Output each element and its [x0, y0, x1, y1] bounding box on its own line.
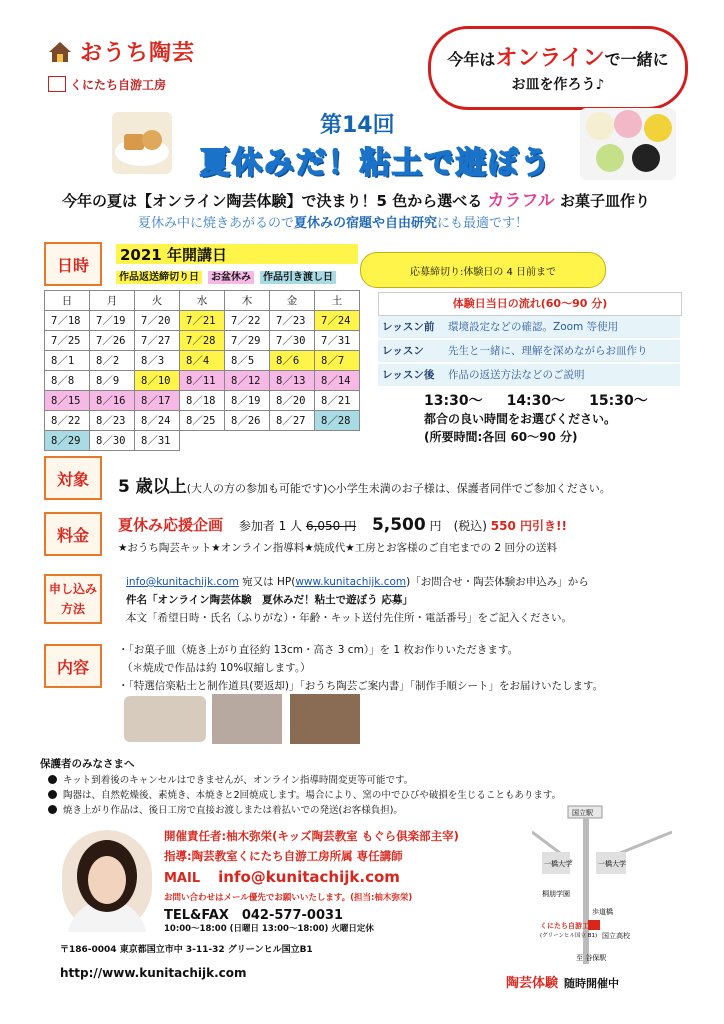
map-label-school: 桐朋学園 — [542, 890, 570, 898]
calendar-cell: 8／18 — [180, 391, 225, 411]
weekday-header: 月 — [90, 291, 135, 311]
plate-photo — [124, 696, 206, 742]
fee-includes: ★おうち陶芸キット★オンライン指導料★焼成代★工房とお客様のご自宅までの 2 回分の送料 — [118, 542, 557, 554]
apply-tag: 申し込み 方法 — [44, 574, 102, 624]
calendar-cell: 7／21 — [180, 311, 225, 331]
telephone: TEL&FAX 042-577-0031 — [164, 908, 344, 923]
fee-tag: 料金 — [44, 512, 102, 556]
business-hours: 10:00～18:00 (日曜日 13:00～18:00) 火曜日定休 — [164, 924, 374, 934]
logo-subtitle: くにたち自游工房 — [48, 76, 166, 93]
map-label-univ2: 一橋大学 — [598, 860, 626, 868]
guardians-item: 陶器は、自然乾燥後、素焼き、本焼きと2回焼成します。場合により、窯の中でひびや破損を生じることもあります。 — [48, 787, 561, 801]
calendar-cell: 8／14 — [315, 371, 360, 391]
calendar-cell: 7／25 — [45, 331, 90, 351]
edition-label: 第14回 — [320, 113, 395, 138]
calendar-header-row — [45, 291, 360, 311]
calendar-cell: 7／27 — [135, 331, 180, 351]
bullet-icon — [48, 805, 57, 814]
schedule-tag: 日時 — [44, 242, 102, 286]
calendar-cell: 8／27 — [270, 411, 315, 431]
calendar-cell: 8／29 — [45, 431, 90, 451]
application-deadline-badge: 応募締切り:体験日の 4 日前まで — [360, 252, 606, 288]
sweets-photo — [112, 112, 172, 174]
calendar-cell: 8／19 — [225, 391, 270, 411]
calendar-cell: 8／21 — [315, 391, 360, 411]
calendar-row — [45, 331, 360, 351]
calendar-cell: 8／5 — [225, 351, 270, 371]
legend-return-deadline: 作品返送締切り日 — [116, 271, 202, 284]
calendar-cell: 7／18 — [45, 311, 90, 331]
guardians-item: キット到着後のキャンセルはできませんが、オンライン指導時間変更等可能です。 — [48, 772, 413, 786]
calendar-cell: 7／31 — [315, 331, 360, 351]
calendar-row — [45, 431, 360, 451]
email-link[interactable]: info@kunitachijk.com — [126, 576, 239, 588]
mail-note: お問い合わせはメール優先でお願いいたします。(担当:柚木弥栄) — [164, 893, 413, 903]
calendar-row — [45, 311, 360, 331]
organizer-line1: 開催責任者:柚木弥栄(キッズ陶芸教室 もぐら倶楽部主宰) — [164, 829, 459, 843]
colorful-plates-photo — [580, 108, 676, 180]
calendar-cell: 8／11 — [180, 371, 225, 391]
studio-logo-icon — [48, 76, 66, 92]
page-title: 夏休みだ！粘土で遊ぼう — [200, 146, 552, 181]
organizer-email-link[interactable]: info@kunitachijk.com — [218, 868, 400, 886]
calendar-cell: 7／23 — [270, 311, 315, 331]
calendar-cell: 8／7 — [315, 351, 360, 371]
calendar-cell: 7／26 — [90, 331, 135, 351]
content-line1: ・「お菓子皿（焼き上がり直径約 13cm・高さ 3 cm）」を 1 枚お作りいただきます。 — [118, 644, 519, 656]
year-heading: 2021 年開講日 — [116, 244, 358, 264]
calendar-cell: 8／8 — [45, 371, 90, 391]
calendar-cell: 8／4 — [180, 351, 225, 371]
access-map — [532, 804, 672, 964]
weekday-header: 金 — [270, 291, 315, 311]
map-label-studio: くにたち自游工房 — [540, 922, 596, 930]
calendar-cell: 7／28 — [180, 331, 225, 351]
calendar-cell: 8／25 — [180, 411, 225, 431]
guardians-item: 焼き上がり作品は、後日工房で直接お渡しまたは着払いでの発送(お客様負担)。 — [48, 802, 403, 816]
calendar-cell: 8／15 — [45, 391, 90, 411]
time-note: 都合の良い時間をお選びください。 — [424, 412, 617, 426]
flow-step: レッスン前 環境設定などの確認。Zoom 等使用 — [378, 316, 680, 338]
website-url[interactable]: http://www.kunitachijk.com — [60, 966, 247, 980]
homepage-link[interactable]: www.kunitachijk.com — [295, 576, 407, 588]
weekday-header: 火 — [135, 291, 180, 311]
target-tag: 対象 — [44, 456, 102, 500]
calendar-cell: 8／2 — [90, 351, 135, 371]
target-text: 5 歳以上(大人の方の参加も可能です)◇小学生未満のお子様は、保護者同伴でご参加ください。 — [118, 477, 611, 497]
legend-handover: 作品引き渡し日 — [260, 271, 336, 284]
calendar-cell: 8／31 — [135, 431, 180, 451]
map-label-station: 国立駅 — [572, 809, 593, 817]
flow-step: レッスン 先生と一緒に、理解を深めながらお皿作り — [378, 340, 680, 362]
calendar-cell: 8／1 — [45, 351, 90, 371]
calendar-row — [45, 391, 360, 411]
calendar-cell: 8／12 — [225, 371, 270, 391]
apply-line1: info@kunitachijk.com 宛又は HP(www.kunitachijk.com)「お問合せ・陶芸体験お申込み」から — [126, 576, 589, 588]
weekday-header: 水 — [180, 291, 225, 311]
weekday-header: 土 — [315, 291, 360, 311]
bullet-icon — [48, 790, 57, 799]
organizer-line2: 指導:陶芸教室くにたち自游工房所属 専任講師 — [164, 849, 403, 863]
calendar-cell: 7／20 — [135, 311, 180, 331]
lead-text: 今年の夏は【オンライン陶芸体験】で決まり！5 色から選べる カラフル お菓子皿作り — [62, 191, 650, 211]
calendar-cell: 8／30 — [90, 431, 135, 451]
calendar-cell: 8／6 — [270, 351, 315, 371]
calendar-cell: 8／24 — [135, 411, 180, 431]
organizer-mail: MAIL info@kunitachijk.com — [164, 868, 400, 886]
pottery-experience-label: 陶芸体験 随時開催中 — [506, 976, 620, 991]
calendar-table — [44, 290, 360, 451]
calendar-cell: 7／29 — [225, 331, 270, 351]
weekday-header: 木 — [225, 291, 270, 311]
map-label-crossing: 歩道橋 — [592, 908, 613, 916]
session-times: 13:30～ 14:30～ 15:30～ — [424, 393, 648, 409]
calendar-cell: 7／22 — [225, 311, 270, 331]
bullet-icon — [48, 775, 57, 784]
lead-subtext: 夏休み中に焼きあがるので夏休みの宿題や自由研究にも最適です！ — [138, 216, 529, 231]
content-line3: ・「特選信楽粘土と制作道具(要返却)」「おうち陶芸ご案内書」「制作手順シート」をお届けいたします。 — [118, 680, 604, 692]
calendar-cell: 8／26 — [225, 411, 270, 431]
legend-obon: お盆休み — [208, 271, 254, 284]
child-pottery-photo — [212, 694, 282, 744]
calendar-cell: 8／23 — [90, 411, 135, 431]
calendar-cell: 8／9 — [90, 371, 135, 391]
apply-line3: 本文「希望日時・氏名（ふりがな）・年齢・キット送付先住所・電話番号」をご記入ください。 — [126, 612, 573, 624]
calendar-cell: 8／22 — [45, 411, 90, 431]
flow-step: レッスン後 作品の返送方法などのご説明 — [378, 364, 680, 386]
calendar-row — [45, 411, 360, 431]
flow-title: 体験日当日の流れ(60～90 分) — [378, 292, 682, 316]
calendar-cell: 8／10 — [135, 371, 180, 391]
content-tag: 内容 — [44, 644, 102, 688]
map-label-yaho: 至 谷保駅 — [576, 954, 607, 962]
calendar-cell: 8／3 — [135, 351, 180, 371]
calendar-cell: 7／24 — [315, 311, 360, 331]
guardians-title: 保護者のみなさまへ — [40, 758, 135, 770]
map-label-univ1: 一橋大学 — [544, 860, 572, 868]
content-line2: （＊焼成で作品は約 10%収縮します。） — [122, 662, 311, 674]
weekday-header: 日 — [45, 291, 90, 311]
online-speech-bubble: 今年はオンラインで一緒に お皿を作ろう♪ — [428, 26, 688, 110]
kit-photo — [290, 694, 360, 744]
calendar-row — [45, 371, 360, 391]
duration-note: (所要時間:各回 60～90 分) — [424, 430, 578, 444]
calendar-cell: 7／30 — [270, 331, 315, 351]
instructor-portrait — [62, 830, 152, 932]
calendar-cell: 8／17 — [135, 391, 180, 411]
apply-line2: 件名「オンライン陶芸体験 夏休みだ！粘土で遊ぼう 応募」 — [126, 594, 413, 606]
calendar-legend — [116, 268, 342, 283]
fee-price: 夏休み応援企画 参加者 1 人 6,050 円 5,500 円 (税込) 550 円引き!! — [118, 515, 567, 535]
logo-title: おうち陶芸 — [80, 41, 196, 66]
map-label-highschool: 国立高校 — [602, 932, 630, 940]
map-label-studio-sub: (グリーンヒル国立 B1) — [540, 933, 598, 939]
calendar-cell: 8／16 — [90, 391, 135, 411]
calendar-cell: 8／28 — [315, 411, 360, 431]
calendar-row — [45, 351, 360, 371]
house-logo-icon — [48, 40, 72, 64]
calendar-cell: 7／19 — [90, 311, 135, 331]
calendar-cell: 8／20 — [270, 391, 315, 411]
calendar-cell: 8／13 — [270, 371, 315, 391]
address: 〒186-0004 東京都国立市中 3-11-32 グリーンヒル国立B1 — [60, 945, 313, 955]
